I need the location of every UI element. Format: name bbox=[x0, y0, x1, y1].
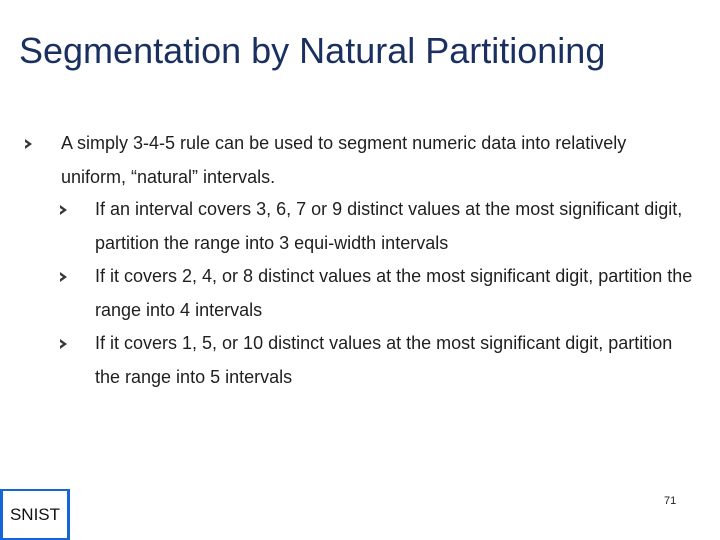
logo-label: SNIST bbox=[3, 491, 67, 538]
arrowhead-bullet-icon bbox=[60, 339, 67, 349]
sub-bullet-3 bbox=[60, 326, 700, 394]
sub-bullet-1 bbox=[60, 192, 700, 260]
arrowhead-bullet-icon bbox=[60, 272, 67, 282]
arrowhead-bullet-icon bbox=[60, 205, 67, 215]
slide-title: Segmentation by Natural Partitioning bbox=[19, 30, 606, 71]
sub-bullet-text: If an interval covers 3, 6, 7 or 9 distinct values at the most significant digit, partition the range into 3 equi-width intervals bbox=[95, 199, 683, 253]
sub-bullet-2 bbox=[60, 259, 700, 327]
arrowhead-bullet-icon bbox=[25, 139, 32, 149]
page-number: 71 bbox=[664, 495, 677, 507]
bullet-main-text: A simply 3-4-5 rule can be used to segment numeric data into relatively uniform, “natural” intervals. bbox=[61, 133, 627, 187]
snist-logo bbox=[0, 489, 70, 540]
bullet-main bbox=[25, 126, 685, 194]
sub-bullet-text: If it covers 1, 5, or 10 distinct values at the most significant digit, partition the range into 5 intervals bbox=[95, 333, 673, 387]
sub-bullet-text: If it covers 2, 4, or 8 distinct values at the most significant digit, partition the range into 4 intervals bbox=[95, 266, 693, 320]
